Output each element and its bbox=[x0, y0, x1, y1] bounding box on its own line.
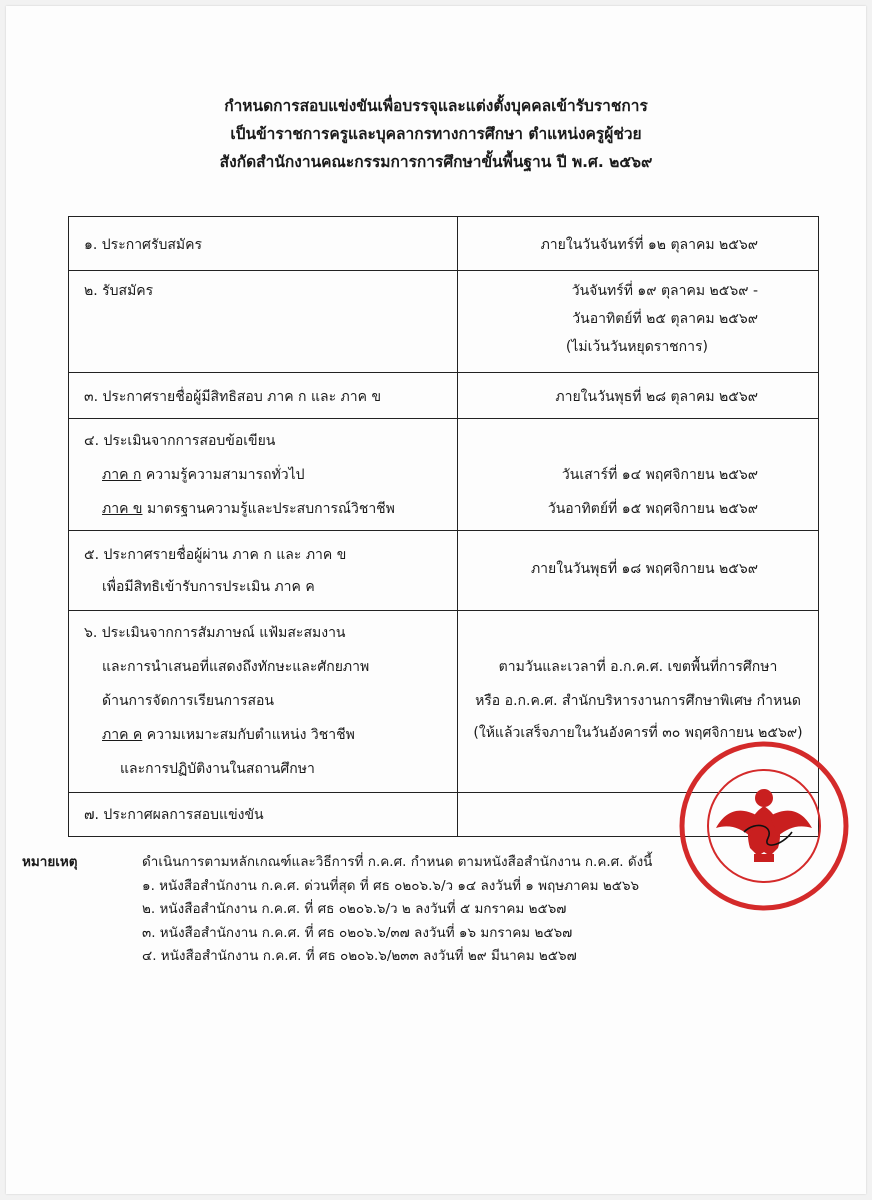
list-item: ๑. หนังสือสำนักงาน ก.ค.ศ. ด่วนที่สุด ที่ ศธ ๐๒๐๖.๖/ว ๑๔ ลงวันที่ ๑ พฤษภาคม ๒๕๖๖ bbox=[142, 877, 640, 894]
sub-item bbox=[84, 721, 457, 749]
document-title bbox=[6, 92, 866, 176]
list-item: ๓. หนังสือสำนักงาน ก.ค.ศ. ที่ ศธ ๐๒๐๖.๖/๓๗ ลงวันที่ ๑๖ มกราคม ๒๕๖๗ bbox=[142, 924, 573, 941]
task-cell bbox=[69, 217, 458, 271]
notes-section bbox=[22, 851, 652, 969]
task-cell bbox=[69, 611, 458, 793]
task-text: ๓. ประกาศรายชื่อผู้มีสิทธิสอบ ภาค ก และ ภาค ข bbox=[84, 389, 382, 405]
date-cell bbox=[458, 419, 819, 531]
notes-intro-line bbox=[22, 851, 652, 875]
task-text: ๑. ประกาศรับสมัคร bbox=[84, 237, 203, 253]
title-line-2: เป็นข้าราชการครูและบุคลากรทางการศึกษา ตำแหน่งครูผู้ช่วย bbox=[230, 125, 642, 143]
date-text: หรือ อ.ก.ค.ศ. สำนักบริหารงานการศึกษาพิเศษ กำหนด bbox=[475, 693, 801, 709]
date-text: ภายในวันพุธที่ ๑๘ พฤศจิกายน ๒๕๖๙ bbox=[530, 561, 758, 577]
task-text: เพื่อมีสิทธิเข้ารับการประเมิน ภาค ค bbox=[102, 579, 315, 595]
date-text: วันอาทิตย์ที่ ๒๕ ตุลาคม ๒๕๖๙ bbox=[572, 311, 758, 327]
part-label: ภาค ก bbox=[102, 467, 142, 483]
notes-intro: ดำเนินการตามหลักเกณฑ์และวิธีการที่ ก.ค.ศ. กำหนด ตามหนังสือสำนักงาน ก.ค.ศ. ดังนี้ bbox=[142, 854, 653, 870]
date-text: ภายในวันพุธที่ ๒๘ ตุลาคม ๒๕๖๙ bbox=[555, 389, 758, 405]
date-text: วันเสาร์ที่ ๑๔ พฤศจิกายน ๒๕๖๙ bbox=[561, 467, 758, 483]
list-item: ๒. หนังสือสำนักงาน ก.ค.ศ. ที่ ศธ ๐๒๐๖.๖/ว ๒ ลงวันที่ ๕ มกราคม ๒๕๖๗ bbox=[142, 901, 567, 917]
table-row bbox=[69, 271, 819, 373]
title-line-3: สังกัดสำนักงานคณะกรรมการการศึกษาขั้นพื้นฐาน ปี พ.ศ. ๒๕๖๙ bbox=[219, 153, 653, 171]
sub-item bbox=[84, 495, 457, 523]
part-text: มาตรฐานความรู้และประสบการณ์วิชาชีพ bbox=[146, 501, 395, 517]
task-cell bbox=[69, 419, 458, 531]
task-cell bbox=[69, 271, 458, 373]
part-text: ความเหมาะสมกับตำแหน่ง วิชาชีพ bbox=[146, 727, 355, 743]
document-page bbox=[6, 6, 866, 1194]
date-text: วันจันทร์ที่ ๑๙ ตุลาคม ๒๕๖๙ - bbox=[571, 283, 758, 299]
garuda-emblem bbox=[716, 789, 812, 862]
task-text: ๒. รับสมัคร bbox=[84, 283, 154, 299]
date-text: ภายในวันจันทร์ที่ ๑๒ ตุลาคม ๒๕๖๙ bbox=[540, 237, 758, 253]
task-text: ๔. ประเมินจากการสอบข้อเขียน bbox=[84, 433, 276, 449]
date-text: (ไม่เว้นวันหยุดราชการ) bbox=[565, 339, 708, 355]
task-text: และการนำเสนอที่แสดงถึงทักษะและศักยภาพ bbox=[102, 659, 370, 675]
table-row bbox=[69, 531, 819, 611]
title-line-1: กำหนดการสอบแข่งขันเพื่อบรรจุและแต่งตั้งบุคคลเข้ารับราชการ bbox=[224, 97, 648, 115]
date-cell bbox=[458, 271, 819, 373]
date-cell bbox=[458, 373, 819, 419]
date-text: (ให้แล้วเสร็จภายในวันอังคารที่ ๓๐ พฤศจิกายน ๒๕๖๙) bbox=[473, 725, 803, 741]
task-cell bbox=[69, 373, 458, 419]
date-cell bbox=[458, 531, 819, 611]
task-text: ๖. ประเมินจากการสัมภาษณ์ แฟ้มสะสมงาน bbox=[84, 625, 346, 641]
task-text: ๗. ประกาศผลการสอบแข่งขัน bbox=[84, 807, 264, 823]
part-text: ความรู้ความสามารถทั่วไป bbox=[145, 467, 305, 483]
date-text: ตามวันและเวลาที่ อ.ก.ค.ศ. เขตพื้นที่การศึกษา bbox=[498, 659, 778, 675]
task-text: ด้านการจัดการเรียนการสอน bbox=[102, 693, 274, 709]
table-row bbox=[69, 217, 819, 271]
sub-item bbox=[84, 461, 457, 489]
date-text: วันอาทิตย์ที่ ๑๕ พฤศจิกายน ๒๕๖๙ bbox=[547, 501, 758, 517]
list-item: ๔. หนังสือสำนักงาน ก.ค.ศ. ที่ ศธ ๐๒๐๖.๖/๒๓๓ ลงวันที่ ๒๙ มีนาคม ๒๕๖๗ bbox=[142, 948, 577, 964]
table-row bbox=[69, 419, 819, 531]
date-cell bbox=[458, 217, 819, 271]
official-seal bbox=[674, 736, 854, 916]
task-text: ๕. ประกาศรายชื่อผู้ผ่าน ภาค ก และ ภาค ข bbox=[84, 547, 347, 563]
table-row bbox=[69, 373, 819, 419]
part-label: ภาค ค bbox=[102, 727, 143, 743]
task-cell bbox=[69, 793, 458, 837]
task-cell bbox=[69, 531, 458, 611]
sub-item-continued: และการปฏิบัติงานในสถานศึกษา bbox=[120, 761, 315, 777]
notes-heading: หมายเหตุ bbox=[22, 854, 78, 870]
part-label: ภาค ข bbox=[102, 501, 143, 517]
